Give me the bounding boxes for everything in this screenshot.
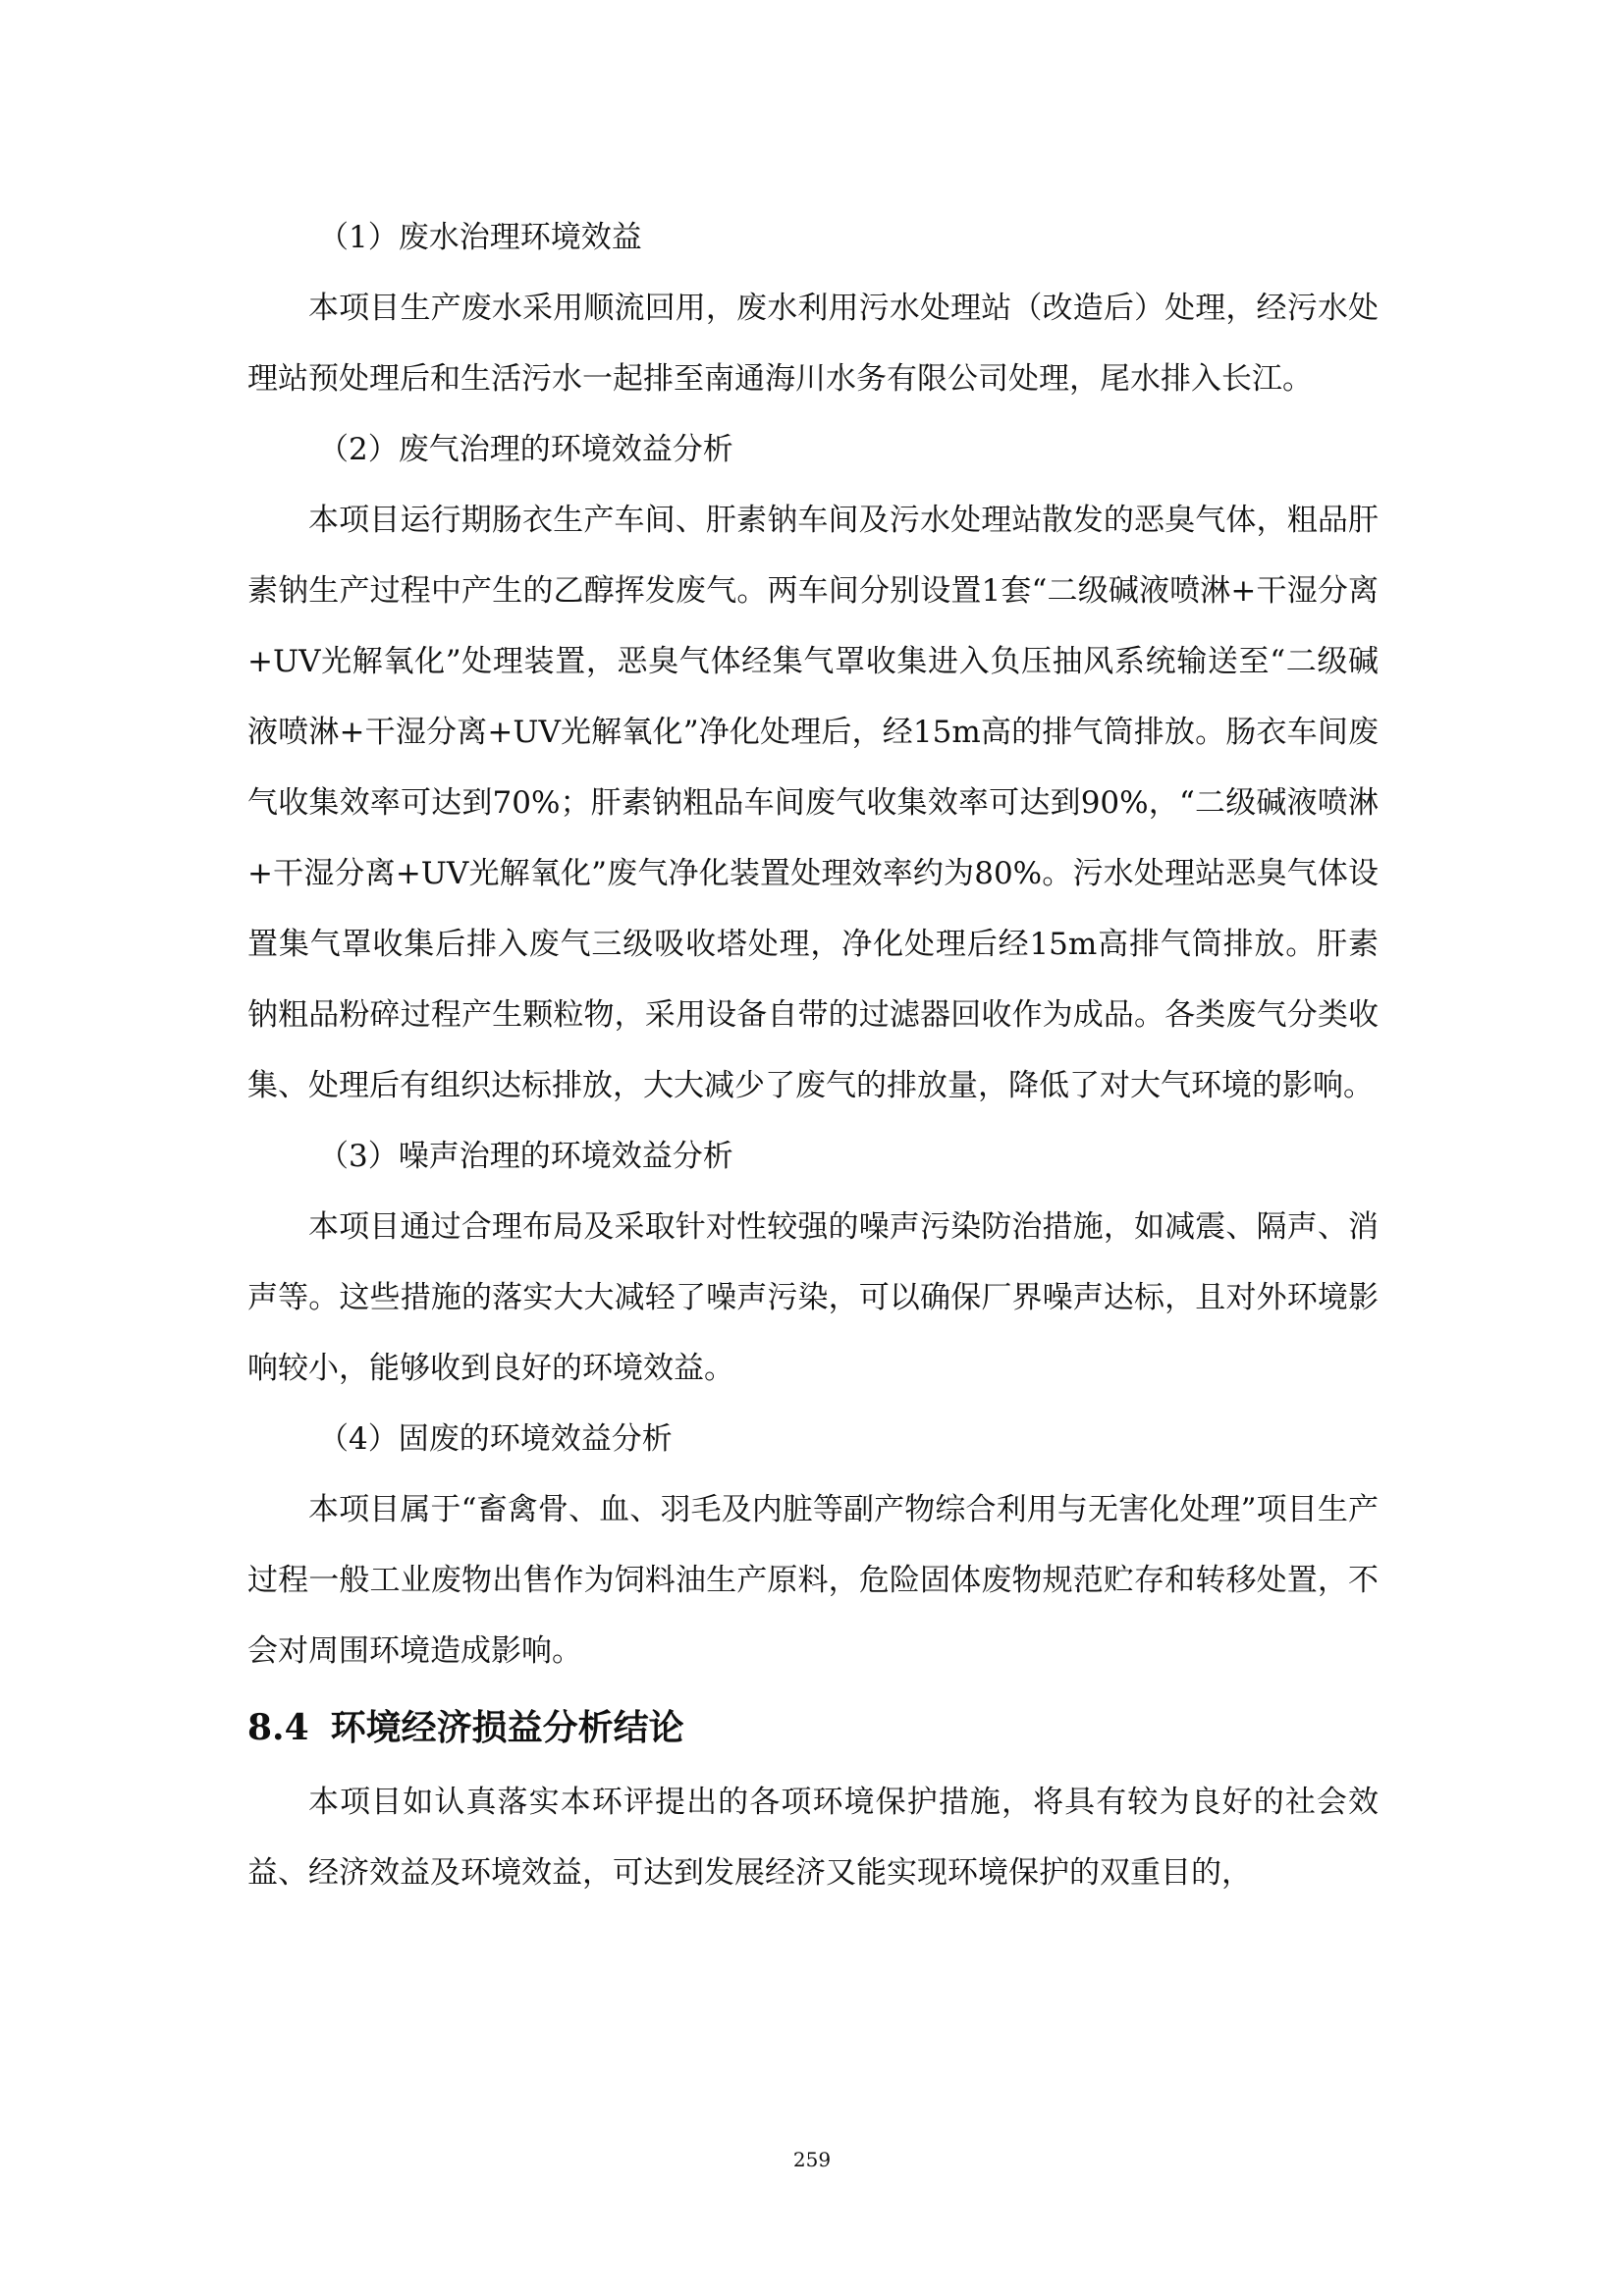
page-number: 259 [792, 2148, 832, 2171]
section-title: 环境经济损益分析结论 [330, 1707, 684, 1748]
subheading-solid-waste: （4）固废的环境效益分析 [318, 1421, 673, 1457]
subheading-wastewater: （1）废水治理环境效益 [318, 220, 642, 255]
paragraph-conclusion: 本项目如认真落实本环评提出的各项环境保护措施，将具有较为良好的社会效益、经济效益及环境效益，可达到发展经济又能实现环境保护的双重目的， [247, 1785, 1379, 1891]
subheading-noise: （3）噪声治理的环境效益分析 [318, 1139, 733, 1174]
paragraph-noise: 本项目通过合理布局及采取针对性较强的噪声污染防治措施，如减震、隔声、消声等。这些措施的落实大大减轻了噪声污染，可以确保厂界噪声达标，且对外环境影响较小，能够收到良好的环境效益。 [247, 1209, 1379, 1386]
section-heading [247, 1688, 1379, 1767]
section-number: 8.4 [247, 1707, 309, 1748]
page-content [247, 202, 1379, 1908]
paragraph-solid-waste: 本项目属于“畜禽骨、血、羽毛及内脏等副产物综合利用与无害化处理”项目生产过程一般工业废物出售作为饲料油生产原料，危险固体废物规范贮存和转移处置，不会对周围环境造成影响。 [247, 1492, 1379, 1669]
paragraph-wastewater: 本项目生产废水采用顺流回用，废水利用污水处理站（改造后）处理，经污水处理站预处理后和生活污水一起排至南通海川水务有限公司处理，尾水排入长江。 [247, 291, 1379, 397]
subheading-waste-gas: （2）废气治理的环境效益分析 [318, 432, 733, 467]
paragraph-waste-gas: 本项目运行期肠衣生产车间、肝素钠车间及污水处理站散发的恶臭气体，粗品肝素钠生产过程中产生的乙醇挥发废气。两车间分别设置1套“二级碱液喷淋+干湿分离+UV光解氧化”处理装置，恶臭气体经集气罩收集进入负压抽风系统输送至“二级碱液喷淋+干湿分离+UV光解氧化”净化处理后，经15m高的排气筒排放。肠衣车间废气收集效率可达到70%；肝素钠粗品车间废气收集效率可达到90%，“二级碱液喷淋+干湿分离+UV光解氧化”废气净化装置处理效率约为80%。污水处理站恶臭气体设置集气罩收集后排入废气三级吸收塔处理，净化处理后经15m高排气筒排放。肝素钠粗品粉碎过程产生颗粒物，采用设备自带的过滤器回收作为成品。各类废气分类收集、处理后有组织达标排放，大大减少了废气的排放量，降低了对大气环境的影响。 [247, 503, 1379, 1103]
